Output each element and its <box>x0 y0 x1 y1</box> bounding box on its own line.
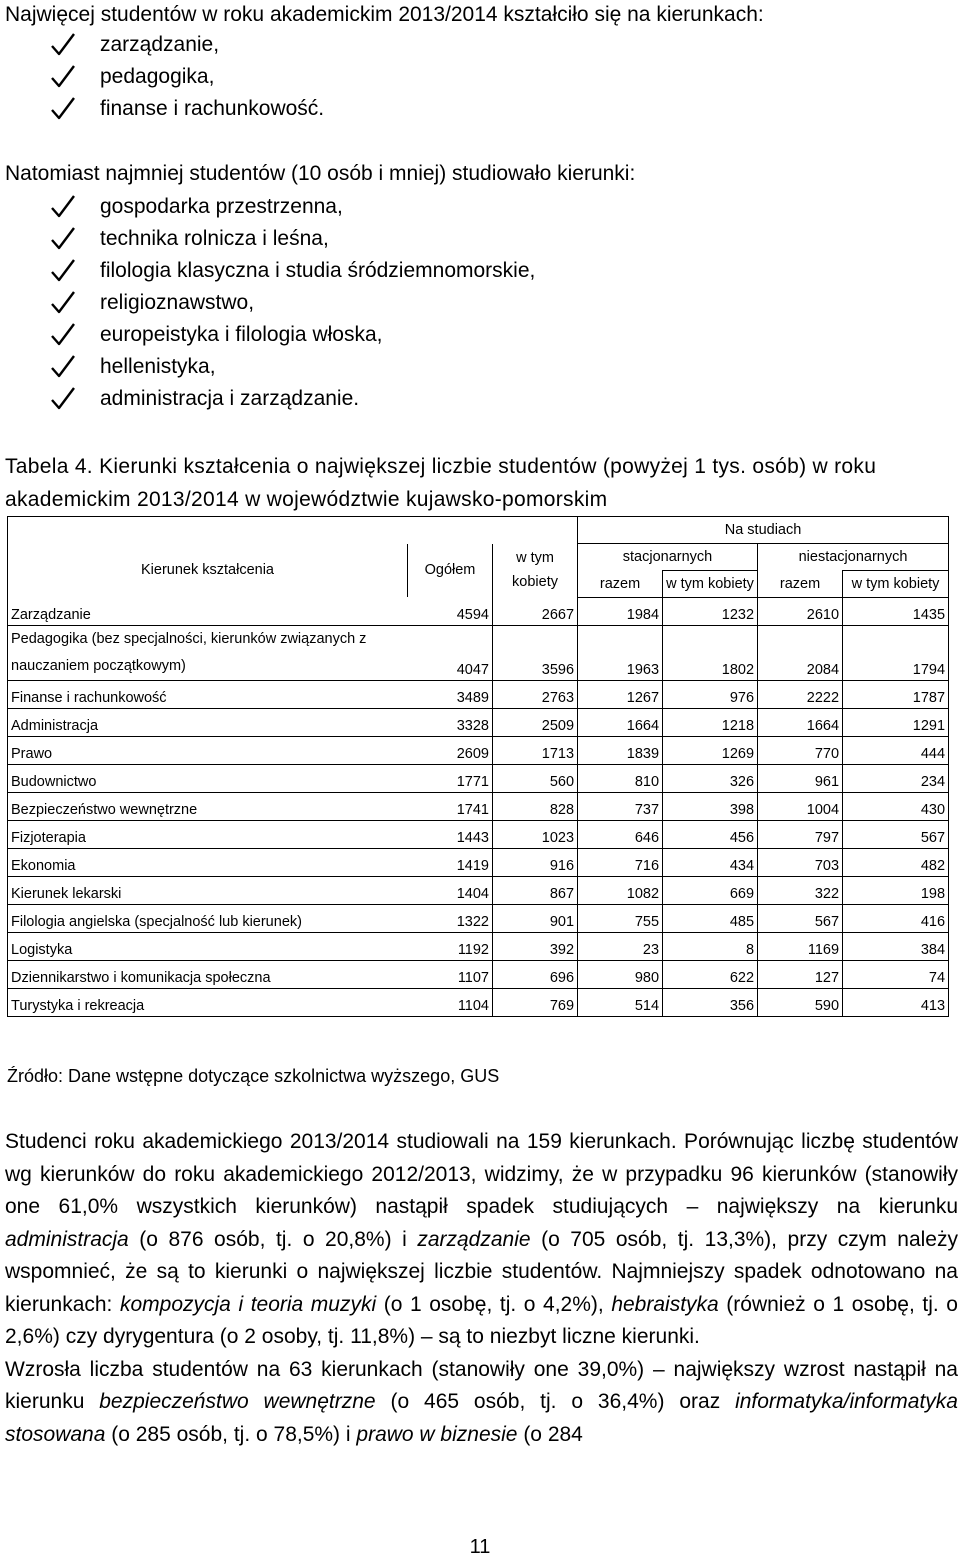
least-students-list-item <box>0 319 535 351</box>
cell-niestac-razem: 127 <box>758 960 843 988</box>
cell-niestac-kobiety: 198 <box>843 876 949 904</box>
header-stac-razem: razem <box>578 571 663 598</box>
table-row <box>8 764 949 792</box>
cell-ogolem: 1192 <box>408 932 493 960</box>
emphasized-term: prawo w biznesie <box>356 1422 518 1446</box>
header-stac-w-tym-kobiety: w tym kobiety <box>663 571 758 598</box>
header-niestacjonarnych: niestacjonarnych <box>758 544 949 571</box>
cell-niestac-razem: 961 <box>758 764 843 792</box>
table-row <box>8 960 949 988</box>
cell-stac-razem: 980 <box>578 960 663 988</box>
cell-stac-kobiety: 669 <box>663 876 758 904</box>
emphasized-term: zarządzanie <box>417 1227 531 1251</box>
checkmark-icon <box>50 29 76 61</box>
cell-stac-kobiety: 1802 <box>663 625 758 680</box>
fields-of-study-table <box>7 516 949 1017</box>
cell-stac-razem: 1664 <box>578 708 663 736</box>
cell-niestac-razem: 770 <box>758 736 843 764</box>
least-students-list-label: religioznawstwo, <box>100 291 255 314</box>
header-kierunek: Kierunek kształcenia <box>8 544 408 598</box>
header-niestac-razem: razem <box>758 571 843 598</box>
emphasized-term: hebraistyka <box>611 1292 719 1316</box>
least-students-list-item <box>0 223 535 255</box>
cell-ogolem: 3328 <box>408 708 493 736</box>
text-run: (o 284 <box>517 1422 583 1446</box>
cell-niestac-kobiety: 444 <box>843 736 949 764</box>
text-run: (również o 1 osobę, tj. o 2,6%) czy dyrygentura (o 2 osoby, tj. 11,8%) – są to niezbyt liczne kierunki. <box>5 1292 958 1348</box>
emphasized-term: kompozycja i teoria muzyki <box>119 1292 377 1316</box>
cell-niestac-razem: 1664 <box>758 708 843 736</box>
checkmark-icon <box>50 383 76 415</box>
field-name: Filologia angielska (specjalność lub kierunek) <box>8 904 408 932</box>
cell-niestac-kobiety: 384 <box>843 932 949 960</box>
cell-stac-kobiety: 8 <box>663 932 758 960</box>
intro-most-students: Najwięcej studentów w roku akademickim 2013/2014 kształciło się na kierunkach: <box>5 3 764 26</box>
cell-niestac-razem: 567 <box>758 904 843 932</box>
cell-niestac-kobiety: 1291 <box>843 708 949 736</box>
table-row <box>8 876 949 904</box>
header-w-tym-kobiety: w tym kobiety <box>493 544 578 598</box>
cell-ogolem: 1107 <box>408 960 493 988</box>
least-students-list <box>0 191 535 415</box>
field-name: Bezpieczeństwo wewnętrzne <box>8 792 408 820</box>
cell-niestac-kobiety: 567 <box>843 820 949 848</box>
field-name: Turystyka i rekreacja <box>8 988 408 1016</box>
cell-stac-razem: 716 <box>578 848 663 876</box>
cell-stac-razem: 646 <box>578 820 663 848</box>
cell-kobiety: 3596 <box>493 625 578 680</box>
cell-stac-razem: 1984 <box>578 597 663 625</box>
cell-stac-kobiety: 1232 <box>663 597 758 625</box>
header-stacjonarnych: stacjonarnych <box>578 544 758 571</box>
emphasized-term: administracja <box>5 1227 129 1251</box>
cell-ogolem: 1419 <box>408 848 493 876</box>
least-students-list-label: hellenistyka, <box>100 355 216 378</box>
least-students-list-label: technika rolnicza i leśna, <box>100 227 329 250</box>
cell-kobiety: 1023 <box>493 820 578 848</box>
page-number: 11 <box>469 1536 491 1558</box>
table-caption: Tabela 4. Kierunki kształcenia o największej liczbie studentów (powyżej 1 tys. osób) w roku akademickim 2013/2014 w województwie kujawsko-pomorskim <box>5 455 877 511</box>
checkmark-icon <box>50 287 76 319</box>
text-run: Wzrosła liczba studentów na 63 kierunkach (stanowiły one 39,0%) – największy wzrost nastąpił na kierunku <box>5 1357 958 1413</box>
cell-niestac-kobiety: 416 <box>843 904 949 932</box>
cell-niestac-razem: 797 <box>758 820 843 848</box>
checkmark-icon <box>50 61 76 93</box>
cell-stac-razem: 755 <box>578 904 663 932</box>
cell-kobiety: 1713 <box>493 736 578 764</box>
cell-niestac-kobiety: 1794 <box>843 625 949 680</box>
table-row <box>8 820 949 848</box>
checkmark-icon <box>50 223 76 255</box>
most-students-list-label: finanse i rachunkowość. <box>100 97 325 120</box>
cell-niestac-razem: 703 <box>758 848 843 876</box>
text-run: (o 876 osób, tj. o 20,8%) i <box>128 1227 418 1251</box>
cell-stac-razem: 1267 <box>578 680 663 708</box>
cell-stac-kobiety: 398 <box>663 792 758 820</box>
most-students-list-label: pedagogika, <box>100 65 215 88</box>
cell-ogolem: 1104 <box>408 988 493 1016</box>
cell-niestac-razem: 2610 <box>758 597 843 625</box>
cell-stac-razem: 1082 <box>578 876 663 904</box>
field-name: Dziennikarstwo i komunikacja społeczna <box>8 960 408 988</box>
least-students-list-label: filologia klasyczna i studia śródziemnomorskie, <box>100 259 536 282</box>
cell-ogolem: 4047 <box>408 625 493 680</box>
cell-stac-razem: 810 <box>578 764 663 792</box>
least-students-list-item <box>0 255 535 287</box>
checkmark-icon <box>50 255 76 287</box>
cell-stac-razem: 23 <box>578 932 663 960</box>
header-niestac-w-tym-kobiety: w tym kobiety <box>843 571 949 598</box>
field-name: Fizjoterapia <box>8 820 408 848</box>
cell-kobiety: 901 <box>493 904 578 932</box>
cell-kobiety: 769 <box>493 988 578 1016</box>
cell-stac-razem: 737 <box>578 792 663 820</box>
cell-ogolem: 3489 <box>408 680 493 708</box>
body-text <box>5 1126 958 1451</box>
cell-ogolem: 1322 <box>408 904 493 932</box>
cell-kobiety: 2763 <box>493 680 578 708</box>
most-students-list-label: zarządzanie, <box>100 33 220 56</box>
table-row <box>8 625 949 680</box>
intro-least-students: Natomiast najmniej studentów (10 osób i mniej) studiowało kierunki: <box>5 162 636 185</box>
table-row <box>8 680 949 708</box>
cell-ogolem: 1443 <box>408 820 493 848</box>
cell-niestac-razem: 322 <box>758 876 843 904</box>
least-students-list-item <box>0 383 535 415</box>
cell-niestac-kobiety: 482 <box>843 848 949 876</box>
cell-stac-razem: 1963 <box>578 625 663 680</box>
table-row <box>8 792 949 820</box>
cell-ogolem: 2609 <box>408 736 493 764</box>
cell-niestac-razem: 2084 <box>758 625 843 680</box>
cell-kobiety: 392 <box>493 932 578 960</box>
cell-niestac-kobiety: 234 <box>843 764 949 792</box>
table-row <box>8 736 949 764</box>
table-row <box>8 904 949 932</box>
cell-stac-kobiety: 356 <box>663 988 758 1016</box>
cell-stac-kobiety: 326 <box>663 764 758 792</box>
cell-niestac-razem: 590 <box>758 988 843 1016</box>
table-row <box>8 848 949 876</box>
cell-stac-kobiety: 456 <box>663 820 758 848</box>
cell-stac-kobiety: 1218 <box>663 708 758 736</box>
cell-stac-razem: 1839 <box>578 736 663 764</box>
most-students-list-item <box>0 61 324 93</box>
cell-stac-kobiety: 1269 <box>663 736 758 764</box>
text-run: (o 1 osobę, tj. o 4,2%), <box>376 1292 612 1316</box>
table-source: Źródło: Dane wstępne dotyczące szkolnictwa wyższego, GUS <box>7 1066 500 1086</box>
least-students-list-item <box>0 191 535 223</box>
cell-kobiety: 916 <box>493 848 578 876</box>
least-students-list-label: administracja i zarządzanie. <box>100 387 360 410</box>
field-name: Prawo <box>8 736 408 764</box>
cell-niestac-kobiety: 430 <box>843 792 949 820</box>
cell-stac-kobiety: 976 <box>663 680 758 708</box>
cell-ogolem: 1404 <box>408 876 493 904</box>
least-students-list-label: europeistyka i filologia włoska, <box>100 323 383 346</box>
cell-niestac-razem: 2222 <box>758 680 843 708</box>
field-name: Logistyka <box>8 932 408 960</box>
header-na-studiach: Na studiach <box>578 517 949 544</box>
cell-niestac-razem: 1004 <box>758 792 843 820</box>
table-row <box>8 988 949 1016</box>
cell-ogolem: 1771 <box>408 764 493 792</box>
most-students-list-item <box>0 29 324 61</box>
cell-stac-kobiety: 622 <box>663 960 758 988</box>
emphasized-term: informatyka/informatyka stosowana <box>5 1390 958 1446</box>
cell-stac-kobiety: 434 <box>663 848 758 876</box>
field-name: Pedagogika (bez specjalności, kierunków związanych z nauczaniem początkowym) <box>8 625 408 680</box>
least-students-list-item <box>0 351 535 383</box>
cell-niestac-kobiety: 74 <box>843 960 949 988</box>
checkmark-icon <box>50 351 76 383</box>
field-name: Administracja <box>8 708 408 736</box>
header-ogolem: Ogółem <box>408 544 493 598</box>
emphasized-term: bezpieczeństwo wewnętrzne <box>99 1390 376 1413</box>
field-name: Kierunek lekarski <box>8 876 408 904</box>
text-run: (o 705 osób, tj. 13,3%), przy czym należy wspomnieć, że są to kierunki o największej liczbie studentów. Najmniejszy spadek odnotowano na kierunkach: <box>5 1227 958 1316</box>
cell-niestac-kobiety: 1435 <box>843 597 949 625</box>
text-run: (o 285 osób, tj. o 78,5%) i <box>105 1422 357 1446</box>
checkmark-icon <box>50 319 76 351</box>
cell-ogolem: 1741 <box>408 792 493 820</box>
field-name: Finanse i rachunkowość <box>8 680 408 708</box>
table-row <box>8 597 949 625</box>
paragraph-1 <box>5 1126 958 1354</box>
cell-kobiety: 560 <box>493 764 578 792</box>
paragraph-2 <box>5 1354 958 1452</box>
cell-kobiety: 2509 <box>493 708 578 736</box>
field-name: Budownictwo <box>8 764 408 792</box>
cell-kobiety: 2667 <box>493 597 578 625</box>
table-row <box>8 708 949 736</box>
cell-niestac-kobiety: 1787 <box>843 680 949 708</box>
field-name: Ekonomia <box>8 848 408 876</box>
least-students-list-item <box>0 287 535 319</box>
most-students-list-item <box>0 93 324 125</box>
cell-kobiety: 828 <box>493 792 578 820</box>
cell-niestac-razem: 1169 <box>758 932 843 960</box>
cell-stac-razem: 514 <box>578 988 663 1016</box>
checkmark-icon <box>50 191 76 223</box>
checkmark-icon <box>50 93 76 125</box>
text-run: (o 465 osób, tj. o 36,4%) oraz <box>375 1390 736 1413</box>
cell-kobiety: 696 <box>493 960 578 988</box>
cell-niestac-kobiety: 413 <box>843 988 949 1016</box>
least-students-list-label: gospodarka przestrzenna, <box>100 195 343 218</box>
table-row <box>8 932 949 960</box>
text-run: Studenci roku akademickiego 2013/2014 studiowali na 159 kierunkach. Porównując liczbę studentów wg kierunków do roku akademickiego 2012/2013, widzimy, że w przypadku 96 kierunków (stanowiły one 61,0% wszystkich kierunków) nastąpił spadek studiujących – największy na kierunku <box>5 1130 958 1218</box>
most-students-list <box>0 29 324 125</box>
cell-kobiety: 867 <box>493 876 578 904</box>
field-name: Zarządzanie <box>8 597 408 625</box>
cell-stac-kobiety: 485 <box>663 904 758 932</box>
cell-ogolem: 4594 <box>408 597 493 625</box>
